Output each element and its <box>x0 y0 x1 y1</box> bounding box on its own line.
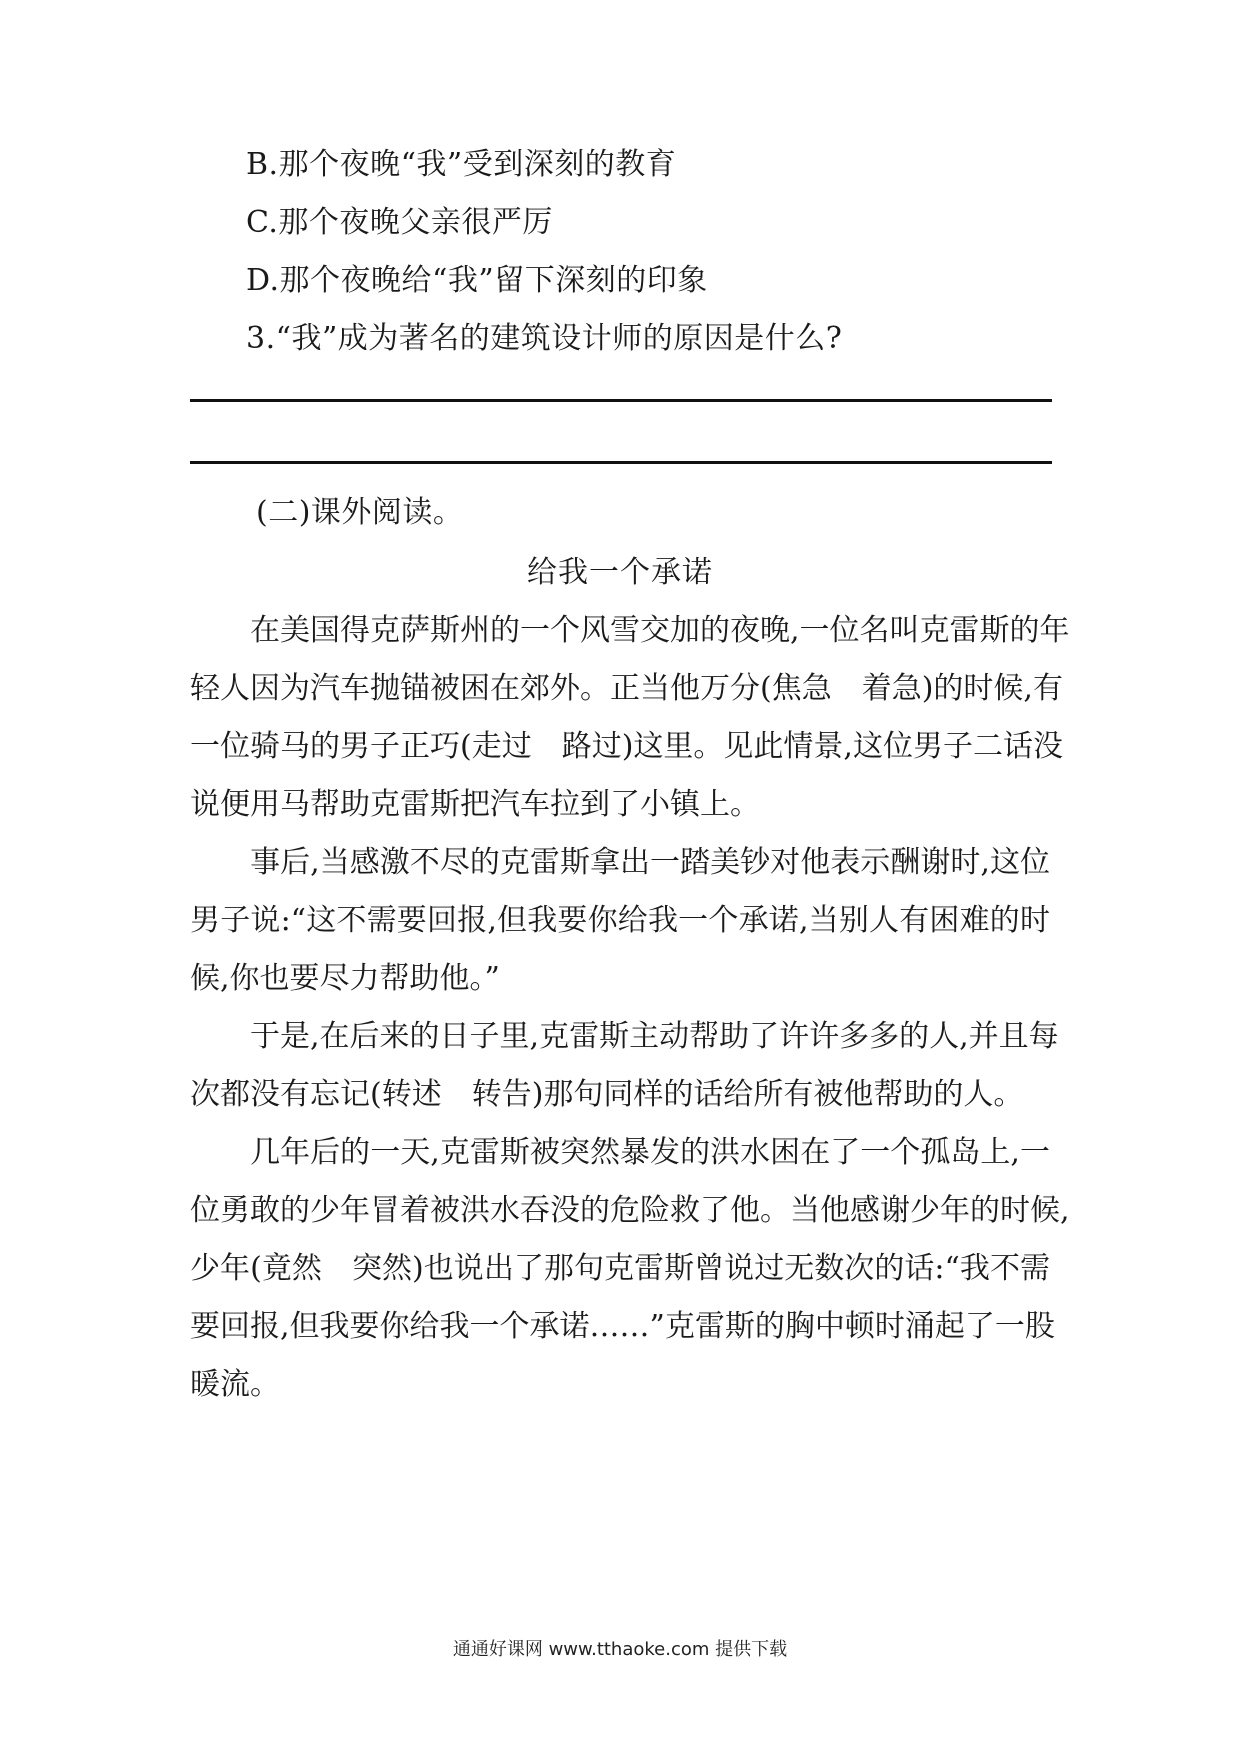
paragraph-line: 位勇敢的少年冒着被洪水吞没的危险救了他。当他感谢少年的时候, <box>190 1193 1070 1228</box>
paragraph-line: 男子说:“这不需要回报,但我要你给我一个承诺,当别人有困难的时 <box>190 903 1050 938</box>
paragraph-line: 于是,在后来的日子里,克雷斯主动帮助了许许多多的人,并且每 <box>190 1019 1059 1054</box>
paragraph-line: 事后,当感激不尽的克雷斯拿出一踏美钞对他表示酬谢时,这位 <box>190 845 1050 880</box>
paragraph-line: 次都没有忘记(转述 转告)那句同样的话给所有被他帮助的人。 <box>190 1077 1024 1112</box>
answer-line-2 <box>190 461 1052 464</box>
paragraph-line: 说便用马帮助克雷斯把汽车拉到了小镇上。 <box>190 787 760 822</box>
paragraph-line: 轻人因为汽车抛锚被困在郊外。正当他万分(焦急 着急)的时候,有 <box>190 671 1063 706</box>
paragraph-line: 要回报,但我要你给我一个承诺……”克雷斯的胸中顿时涌起了一股 <box>190 1309 1055 1344</box>
paragraph-line: 一位骑马的男子正巧(走过 路过)这里。见此情景,这位男子二话没 <box>190 729 1063 764</box>
section-heading: (二)课外阅读。 <box>256 495 464 530</box>
paragraph-line: 几年后的一天,克雷斯被突然暴发的洪水困在了一个孤岛上,一 <box>190 1135 1050 1170</box>
option-c: C.那个夜晚父亲很严厉 <box>246 205 553 240</box>
question-3: 3.“我”成为著名的建筑设计师的原因是什么? <box>246 321 843 356</box>
paragraph-line: 在美国得克萨斯州的一个风雪交加的夜晚,一位名叫克雷斯的年 <box>190 613 1070 648</box>
option-d: D.那个夜晚给“我”留下深刻的印象 <box>246 263 708 298</box>
page-footer: 通通好课网 www.tthaoke.com 提供下载 <box>452 1639 788 1660</box>
paragraph-line: 暖流。 <box>190 1367 280 1402</box>
paragraph-line: 候,你也要尽力帮助他。” <box>190 961 500 996</box>
option-b: B.那个夜晚“我”受到深刻的教育 <box>246 147 677 182</box>
story-title: 给我一个承诺 <box>527 555 713 590</box>
answer-line-1 <box>190 399 1052 402</box>
paragraph-line: 少年(竟然 突然)也说出了那句克雷斯曾说过无数次的话:“我不需 <box>190 1251 1050 1286</box>
